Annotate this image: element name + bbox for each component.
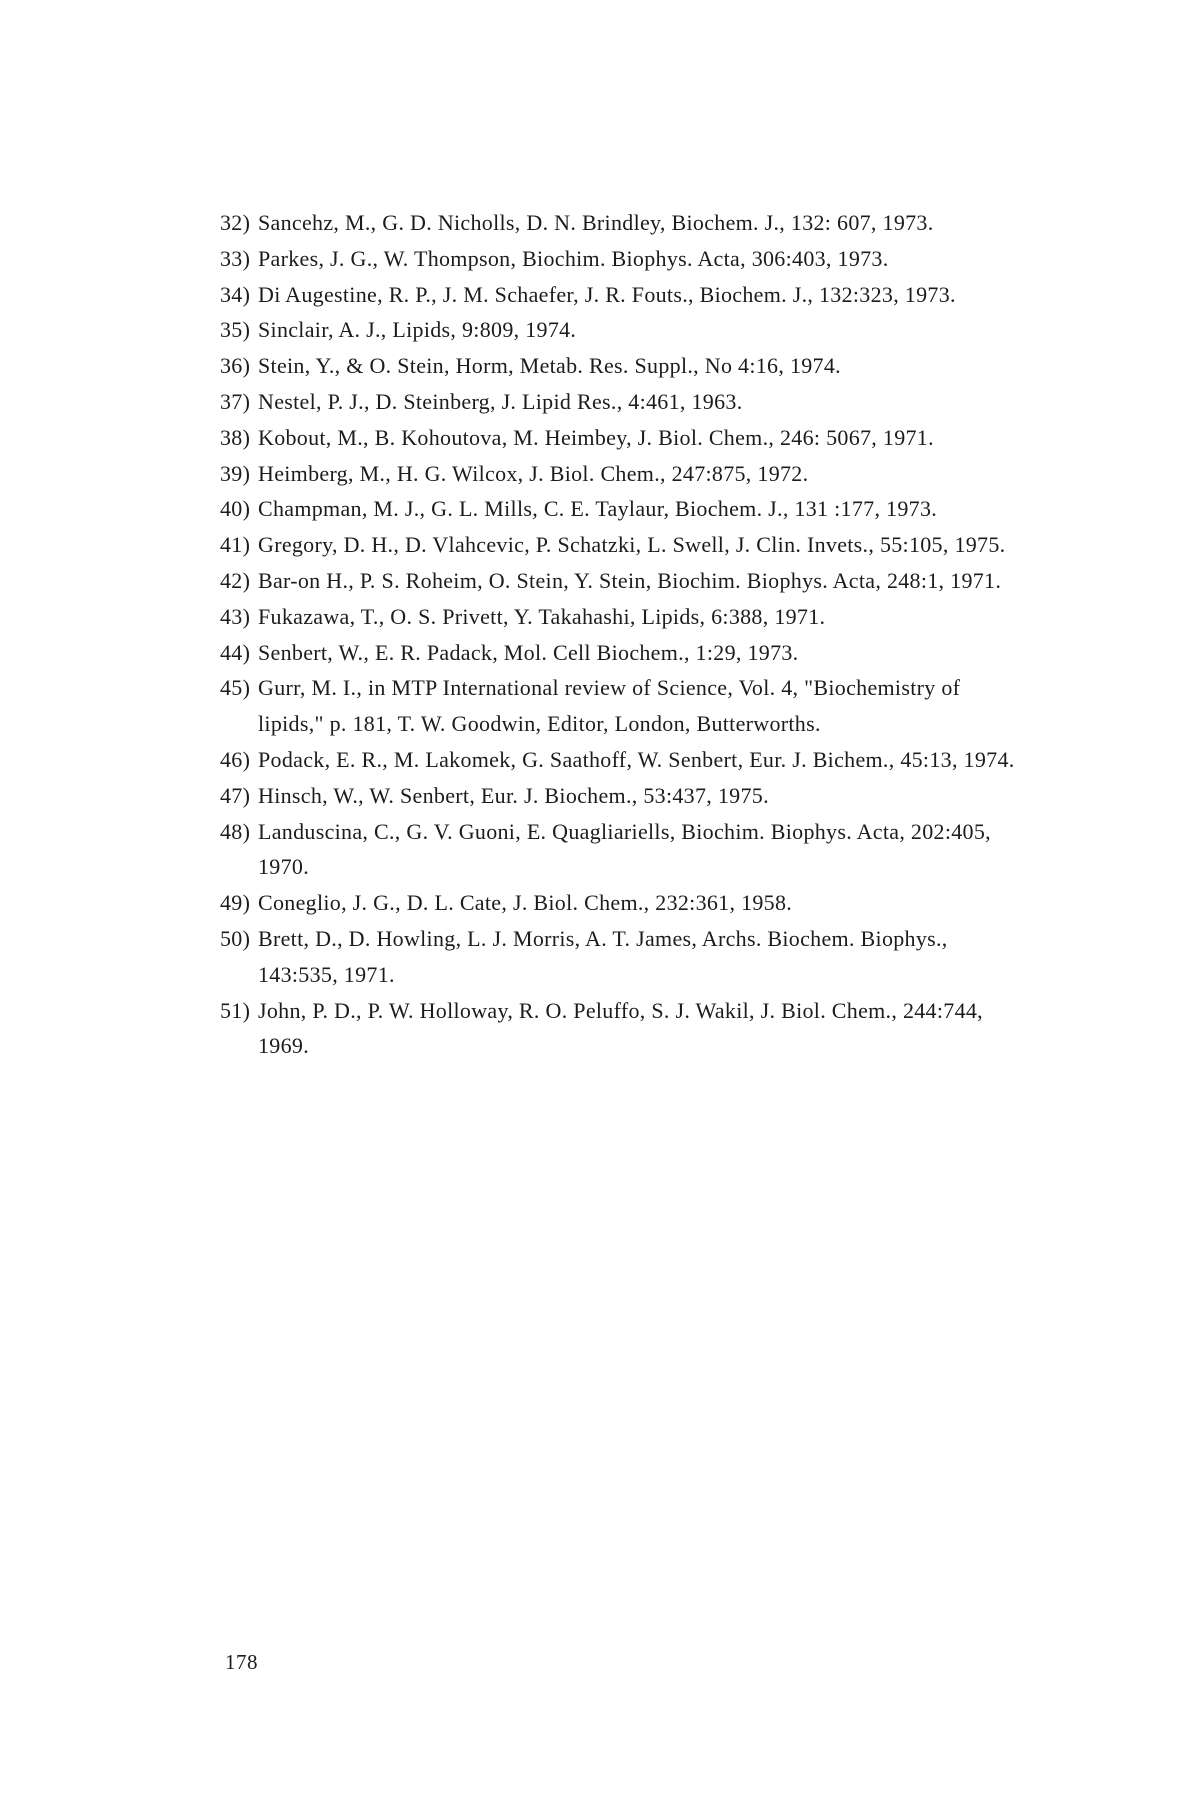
reference-item bbox=[220, 527, 1020, 563]
reference-number: 37) bbox=[220, 388, 251, 414]
reference-number: 50) bbox=[220, 925, 251, 951]
reference-text: Gregory, D. H., D. Vlahcevic, P. Schatzki, L. Swell, J. Clin. Invets., 55:105, 1975. bbox=[258, 532, 1006, 558]
reference-text: Fukazawa, T., O. S. Privett, Y. Takahashi, Lipids, 6:388, 1971. bbox=[258, 603, 826, 629]
reference-item bbox=[220, 312, 1020, 348]
reference-number: 34) bbox=[220, 281, 251, 307]
reference-text: Coneglio, J. G., D. L. Cate, J. Biol. Chem., 232:361, 1958. bbox=[258, 890, 793, 916]
reference-text: Bar-on H., P. S. Roheim, O. Stein, Y. Stein, Biochim. Biophys. Acta, 248:1, 1971. bbox=[258, 567, 1002, 593]
reference-text: Senbert, W., E. R. Padack, Mol. Cell Biochem., 1:29, 1973. bbox=[258, 639, 799, 665]
reference-number: 43) bbox=[220, 603, 251, 629]
reference-item bbox=[220, 277, 1020, 313]
reference-item bbox=[220, 921, 1020, 993]
page-number: 178 bbox=[225, 1650, 258, 1674]
reference-item bbox=[220, 491, 1020, 527]
reference-text: Brett, D., D. Howling, L. J. Morris, A. T. James, Archs. Biochem. Biophys., 143:535, 1971. bbox=[258, 925, 948, 987]
reference-item bbox=[220, 742, 1020, 778]
reference-text: Sancehz, M., G. D. Nicholls, D. N. Brindley, Biochem. J., 132: 607, 1973. bbox=[258, 210, 934, 235]
reference-text: Champman, M. J., G. L. Mills, C. E. Taylaur, Biochem. J., 131 :177, 1973. bbox=[258, 496, 938, 522]
reference-item bbox=[220, 563, 1020, 599]
reference-item bbox=[220, 814, 1020, 886]
reference-text: Landuscina, C., G. V. Guoni, E. Quagliariells, Biochim. Biophys. Acta, 202:405, 1970. bbox=[258, 818, 991, 880]
reference-number: 44) bbox=[220, 639, 251, 665]
reference-number: 35) bbox=[220, 317, 251, 343]
reference-number: 48) bbox=[220, 818, 251, 844]
reference-number: 40) bbox=[220, 496, 251, 522]
reference-item bbox=[220, 635, 1020, 671]
reference-text: Nestel, P. J., D. Steinberg, J. Lipid Res., 4:461, 1963. bbox=[258, 388, 743, 414]
reference-number: 46) bbox=[220, 746, 251, 772]
reference-item bbox=[220, 599, 1020, 635]
reference-item bbox=[220, 993, 1020, 1065]
reference-text: John, P. D., P. W. Holloway, R. O. Peluffo, S. J. Wakil, J. Biol. Chem., 244:744, 1969. bbox=[258, 997, 983, 1059]
reference-text: Kobout, M., B. Kohoutova, M. Heimbey, J. Biol. Chem., 246: 5067, 1971. bbox=[258, 424, 934, 450]
reference-text: Podack, E. R., M. Lakomek, G. Saathoff, W. Senbert, Eur. J. Bichem., 45:13, 1974. bbox=[258, 746, 1015, 772]
reference-number: 45) bbox=[220, 675, 251, 701]
reference-number: 39) bbox=[220, 460, 251, 486]
reference-number: 47) bbox=[220, 782, 251, 808]
reference-item bbox=[220, 885, 1020, 921]
reference-text: Gurr, M. I., in MTP International review of Science, Vol. 4, "Biochemistry of lipids," p. 181, T. W. Goodwin, Editor, London, Butterworths. bbox=[258, 675, 961, 737]
reference-text: Parkes, J. G., W. Thompson, Biochim. Biophys. Acta, 306:403, 1973. bbox=[258, 245, 889, 271]
reference-text: Di Augestine, R. P., J. M. Schaefer, J. R. Fouts., Biochem. J., 132:323, 1973. bbox=[258, 281, 956, 307]
reference-item bbox=[220, 778, 1020, 814]
reference-text: Stein, Y., & O. Stein, Horm, Metab. Res. Suppl., No 4:16, 1974. bbox=[258, 353, 841, 379]
reference-item bbox=[220, 456, 1020, 492]
reference-number: 49) bbox=[220, 890, 251, 916]
reference-number: 33) bbox=[220, 245, 251, 271]
reference-list bbox=[220, 205, 1020, 1064]
reference-text: Sinclair, A. J., Lipids, 9:809, 1974. bbox=[258, 317, 577, 343]
reference-number: 41) bbox=[220, 532, 251, 558]
reference-item bbox=[220, 420, 1020, 456]
reference-text: Heimberg, M., H. G. Wilcox, J. Biol. Chem., 247:875, 1972. bbox=[258, 460, 809, 486]
reference-item bbox=[220, 241, 1020, 277]
reference-item bbox=[220, 205, 1020, 241]
reference-number: 32) bbox=[220, 210, 251, 235]
reference-number: 51) bbox=[220, 997, 251, 1023]
reference-number: 36) bbox=[220, 353, 251, 379]
reference-item bbox=[220, 348, 1020, 384]
reference-text: Hinsch, W., W. Senbert, Eur. J. Biochem., 53:437, 1975. bbox=[258, 782, 769, 808]
reference-item bbox=[220, 384, 1020, 420]
reference-number: 38) bbox=[220, 424, 251, 450]
reference-item bbox=[220, 670, 1020, 742]
reference-number: 42) bbox=[220, 567, 251, 593]
